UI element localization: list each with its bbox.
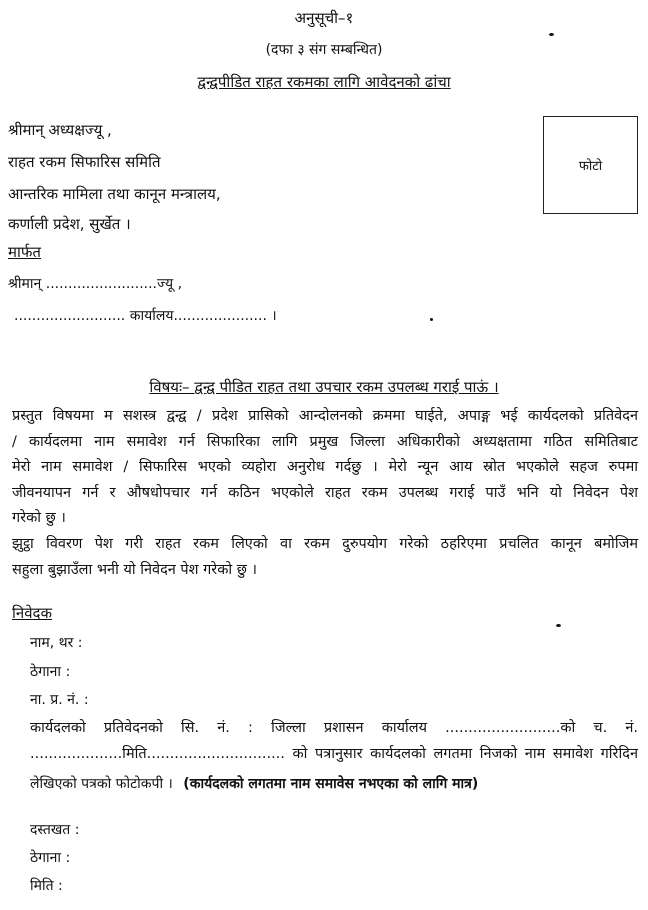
report-line-1: कार्यदलको प्रतिवेदनको सि. नं. : जिल्ला प्रशासन कार्यालय .........................को च. नं. [30, 720, 638, 736]
report-note: (कार्यदलको लगतमा नाम समावेस नभएका को लागि मात्र) [183, 776, 479, 792]
report-reference [30, 716, 638, 767]
section-reference: (दफा ३ संग सम्बन्धित) [265, 42, 383, 58]
report-line-3 [30, 774, 478, 793]
schedule-heading: अनुसूची–१ [294, 9, 354, 27]
applicant-citizenship-field: ना. प्र. नं. : [30, 692, 89, 708]
body-paragraph-1-line: गरेको छु । [12, 510, 66, 526]
applicant-label: निवेदक [12, 604, 53, 622]
via-line-2: ......................... कार्यालय..................... । [14, 308, 277, 324]
body-paragraph-1-line: / कार्यदलमा नाम समावेश गर्न सिफारिका लागि प्रमुख जिल्ला अधिकारीको अध्यक्षतामा गठित समितिबाट [12, 433, 638, 450]
via-line-1: श्रीमान् .........................ज्यू , [8, 276, 183, 292]
addressee-line-2: राहत रकम सिफारिस समिति [8, 153, 161, 171]
photo-label: फोटो [578, 159, 603, 174]
signature-address-field: ठेगाना : [30, 850, 71, 866]
body-paragraph-1-line: जीवनयापन गर्न र औषधोपचार गर्न कठिन भएकोले राहत रकम उपलब्ध गराई पाउँ भनि यो निवेदन पेश [12, 484, 638, 501]
subject-line: विषयः– द्वन्द्व पीडित राहत तथा उपचार रकम उपलब्ध गराई पाऊं । [149, 378, 499, 396]
scan-speck [549, 33, 554, 36]
body-paragraph-1 [12, 404, 638, 532]
photo-box [543, 116, 638, 214]
body-paragraph-2 [12, 532, 638, 583]
body-paragraph-1-line: मेरो नाम समावेश / सिफारिस भएको व्यहोरा अनुरोध गर्दछु । मेरो न्यून आय स्रोत भएकोले सहज रुपमा [12, 459, 638, 475]
form-title: द्वन्द्वपीडित राहत रकमका लागि आवेदनको ढांचा [197, 73, 451, 91]
signature-date-field: मिति : [30, 878, 63, 894]
scan-speck [556, 624, 561, 627]
applicant-name-field: नाम, थर : [30, 635, 83, 651]
body-paragraph-2-line: झुट्ठा विवरण पेश गरी राहत रकम लिएको वा रकम दुरुपयोग गरेको ठहरिएमा प्रचलित कानून बमोजिम [12, 536, 638, 552]
addressee-line-1: श्रीमान् अध्यक्षज्यू , [8, 121, 112, 139]
scan-speck [430, 318, 433, 321]
body-paragraph-2-line: सहुला बुझाउँला भनी यो निवेदन पेश गरेको छु । [12, 561, 258, 578]
report-line-3-text: लेखिएको पत्रको फोटोकपी । [30, 776, 173, 792]
body-paragraph-1-line: प्रस्तुत विषयमा म सशस्त्र द्वन्द्व / प्रदेश प्रासिको आन्दोलनको क्रममा घाईते, अपाङ्ग भई कार्यदलको प्रतिवेदन [12, 408, 638, 424]
signature-field: दस्तखत : [30, 822, 80, 838]
via-label: मार्फत [8, 243, 41, 261]
report-line-2: ....................मिति.............................. को पत्रानुसार कार्यदलको लगतमा निजको नाम समावेश गरिदिन [30, 745, 638, 762]
applicant-address-field: ठेगाना : [30, 664, 71, 680]
addressee-line-4: कर्णाली प्रदेश, सुर्खेत । [8, 215, 131, 233]
addressee-line-3: आन्तरिक मामिला तथा कानून मन्त्रालय, [8, 185, 221, 203]
